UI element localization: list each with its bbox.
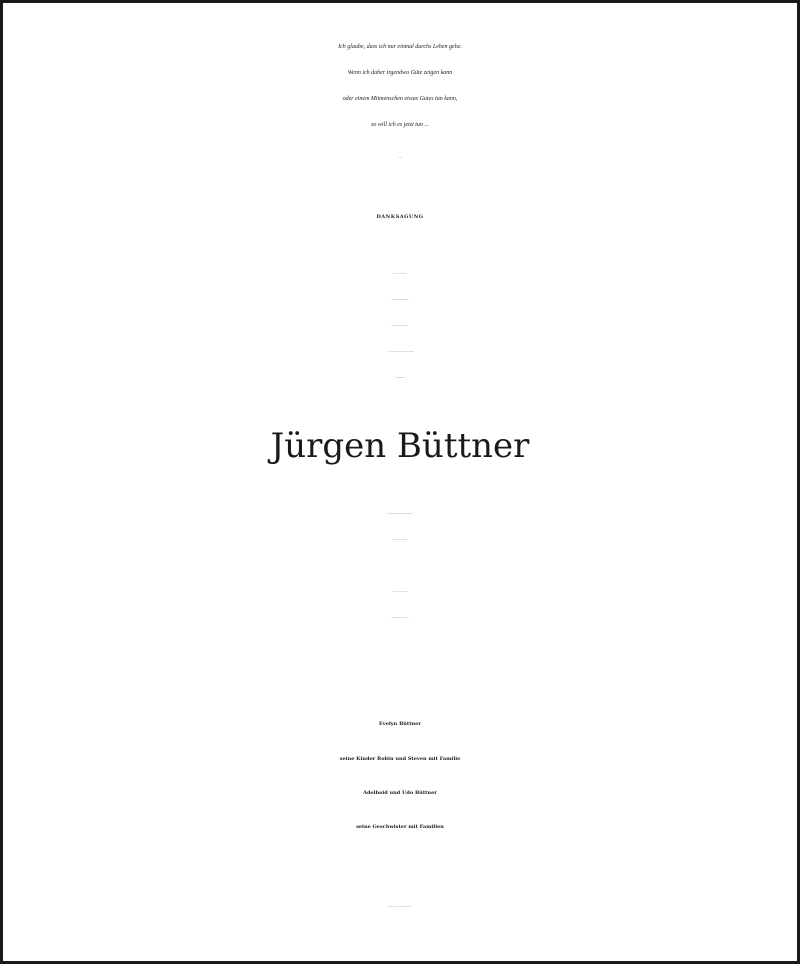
thanks-line-1: begleitet und hilfreich zur Seite gestanden haben, xyxy=(387,514,413,515)
signer-line-1: Evelyn Büttner xyxy=(378,721,421,727)
intro-line-1: Nicht die Anzahl der Jahre xyxy=(393,274,407,275)
intro-line-4: Allen, die uns durch die schwere Zeit des Abschieds xyxy=(386,352,414,353)
thanks-line-2: sagen wir herzlichen Dank! xyxy=(393,540,407,541)
signer-line-3: Adelheid und Udo Büttner xyxy=(363,790,437,796)
place-date: Sonneberg, Adelsdorf, Föritztal, im März 2019 xyxy=(388,907,412,908)
quote-line-3: oder einem Mitmenschen etwas Gutes tun kann, xyxy=(342,96,458,102)
donation-line-2: für die „Deutsche Krebshilfe e.V.“. xyxy=(391,618,409,619)
signer-line-2: seine Kinder Robin und Steven mit Familie xyxy=(339,756,461,762)
quote-line-1: Ich glaube, dass ich nur einmal durchs Leben gehe. xyxy=(338,44,462,50)
intro-line-2: im Leben eines Menschen zählen, xyxy=(391,300,409,301)
intro-line-5: von unserm lieben xyxy=(395,378,405,379)
deceased-name: Jürgen Büttner xyxy=(270,426,530,466)
intro-line-3: sondern die Zahl seiner Freunde. xyxy=(391,326,409,327)
quote-author: W. Penn xyxy=(398,158,402,159)
donation-line-1: Danke auch für die Spenden xyxy=(392,592,408,593)
quote-line-4: so will ich es jetzt tun ... xyxy=(371,122,429,128)
quote-line-2: Wenn ich daher irgendwo Güte zeigen kann xyxy=(347,70,453,76)
signer-line-4: seine Geschwister mit Familien xyxy=(356,824,444,830)
notice-heading: DANKSAGUNG xyxy=(376,214,424,220)
